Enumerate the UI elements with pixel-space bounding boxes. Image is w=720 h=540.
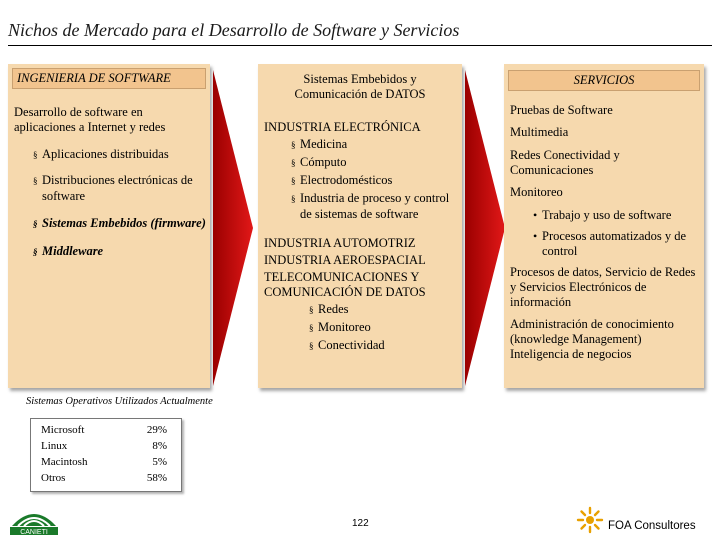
left-item: § Distribuciones electrónicas de software <box>28 173 206 204</box>
table-row <box>41 440 167 456</box>
os-name: Linux <box>41 440 68 452</box>
logo-text: CANIETI <box>20 529 48 536</box>
os-name: Macintosh <box>41 456 88 468</box>
os-percent: 29% <box>146 424 167 436</box>
middle-item: § Medicina <box>286 137 458 153</box>
sun-logo-icon <box>576 506 604 534</box>
os-name: Otros <box>41 472 66 484</box>
company-name: FOA Consultores <box>608 520 696 532</box>
table-row <box>41 456 167 472</box>
panel-services <box>504 64 704 388</box>
chevron-right-arrow-icon <box>213 70 253 386</box>
service-line: Administración de conocimiento (knowledge Management) Inteligencia de negocios <box>510 317 674 361</box>
service-line: Monitoreo <box>510 185 563 199</box>
panel-heading-middle: Sistemas Embebidos y Comunicación de DATOS <box>294 72 426 101</box>
table-row <box>41 472 167 488</box>
service-line: Pruebas de Software <box>510 103 613 117</box>
os-table <box>30 418 182 492</box>
canieti-logo <box>8 504 60 536</box>
middle-line: TELECOMUNICACIONES Y COMUNICACIÓN DE DATOS <box>264 270 426 299</box>
os-table-title: Sistemas Operativos Utilizados Actualmente <box>26 396 213 407</box>
service-line: Procesos de datos, Servicio de Redes y Servicios Electrónicos de información <box>510 265 696 309</box>
panel-software-engineering <box>8 64 210 388</box>
middle-group-title: INDUSTRIA ELECTRÓNICA <box>264 120 421 134</box>
middle-item: § Conectividad <box>304 338 458 354</box>
page-title: Nichos de Mercado para el Desarrollo de Software y Servicios <box>8 20 460 40</box>
left-item: § Aplicaciones distribuidas <box>28 147 206 163</box>
middle-item: § Industria de proceso y control de sistemas de software <box>286 191 458 222</box>
os-percent: 8% <box>152 440 167 452</box>
panel-embedded-systems <box>258 64 462 388</box>
service-line: Multimedia <box>510 125 569 139</box>
table-row <box>41 424 167 440</box>
chevron-right-arrow-icon <box>465 70 505 386</box>
panel-heading-left: INGENIERIA DE SOFTWARE <box>12 68 206 89</box>
middle-item: § Monitoreo <box>304 320 458 336</box>
middle-line: INDUSTRIA AUTOMOTRIZ <box>264 236 416 250</box>
title-divider <box>8 45 712 46</box>
page-number: 122 <box>352 518 369 529</box>
middle-item: § Redes <box>304 302 458 318</box>
middle-line: INDUSTRIA AEROESPACIAL <box>264 253 426 267</box>
service-sub-item: • Procesos automatizados y de control <box>528 229 700 259</box>
service-line: Redes Conectividad y Comunicaciones <box>510 148 620 177</box>
left-intro: Desarrollo de software en aplicaciones a Internet y redes <box>14 105 166 134</box>
middle-item: § Electrodomésticos <box>286 173 458 189</box>
os-percent: 5% <box>152 456 167 468</box>
middle-item: § Cómputo <box>286 155 458 171</box>
panel-heading-right: SERVICIOS <box>508 70 700 91</box>
os-name: Microsoft <box>41 424 85 436</box>
left-item: § Sistemas Embebidos (firmware) <box>28 216 206 232</box>
os-percent: 58% <box>146 472 167 484</box>
left-item: § Middleware <box>28 244 206 260</box>
service-sub-item: • Trabajo y uso de software <box>528 208 700 223</box>
